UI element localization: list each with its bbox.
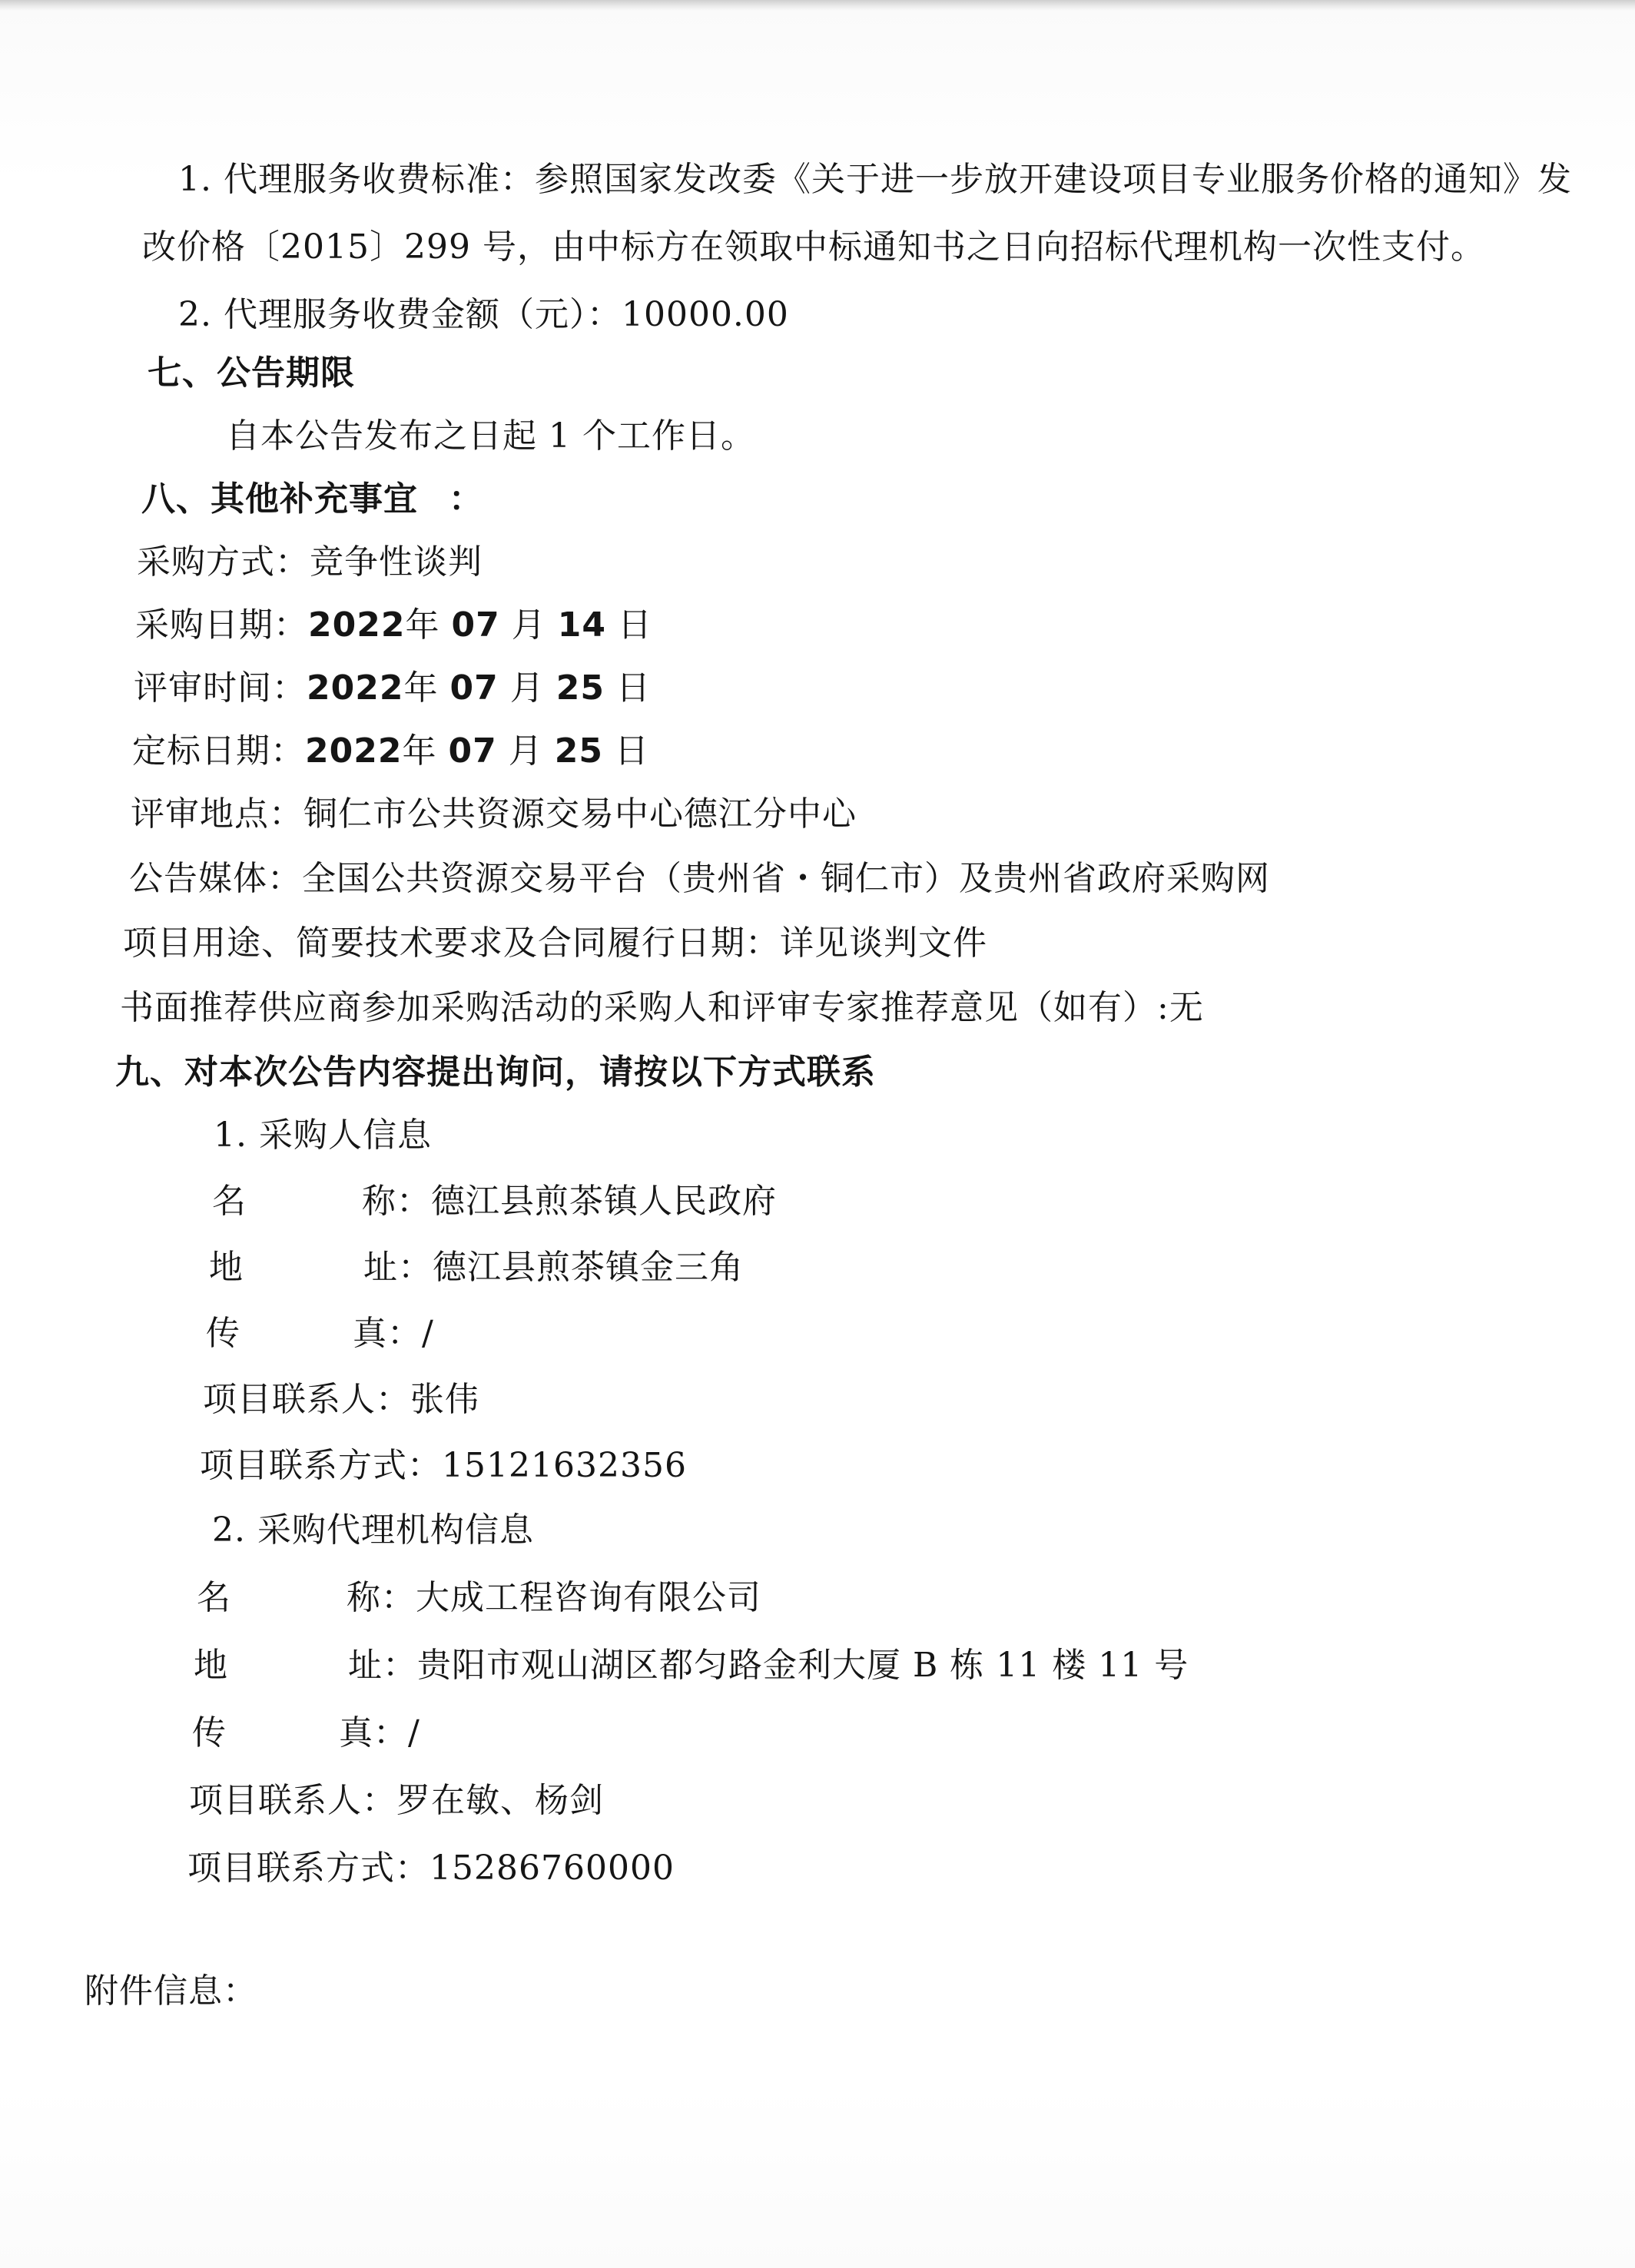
recommendation-opinion: 书面推荐供应商参加采购活动的采购人和评审专家推荐意见（如有）:无 [120,988,1204,1027]
review-time-day-char: 日 [615,668,651,708]
agency-name-label-a: 名 [197,1578,231,1617]
agency-phone-label: 项目联系方式： [187,1849,429,1888]
purchaser-address-value: 德江县煎茶镇金三角 [433,1248,744,1287]
purchaser-address [209,1245,744,1291]
purchase-date-label: 采购日期： [135,605,308,645]
agency-contact-value: 罗在敏、杨剑 [396,1781,604,1820]
review-time [134,665,651,711]
agency-address-value: 贵阳市观山湖区都匀路金利大厦 B 栋 11 楼 11 号 [417,1646,1189,1685]
purchaser-fax-value: / [422,1314,434,1353]
review-time-year-char: 年 [403,668,439,708]
purchase-date-year: 2022 [308,605,406,645]
purchaser-info-title: 1. 采购人信息 [214,1116,432,1155]
scan-edge-shadow [0,0,1635,11]
review-location: 评审地点：铜仁市公共资源交易中心德江分中心 [131,794,857,834]
purchaser-contact-value: 张伟 [410,1380,479,1419]
section-8-heading-colon: ： [449,479,483,519]
notice-media: 公告媒体：全国公共资源交易平台（贵州省・铜仁市）及贵州省政府采购网 [129,859,1270,898]
purchaser-name-label-b: 称： [362,1182,431,1221]
award-date-label: 定标日期： [132,731,305,771]
attachment-label: 附件信息： [85,1971,257,2011]
agency-info-title: 2. 采购代理机构信息 [212,1510,534,1550]
agency-fax [192,1710,420,1756]
purchaser-fax-label-a: 传 [206,1314,240,1353]
purchase-method [137,539,483,585]
award-date-year-char: 年 [402,731,437,771]
agency-name-value: 大成工程咨询有限公司 [416,1578,761,1617]
purchase-date [135,602,652,648]
purchaser-contact [203,1377,479,1423]
purchaser-phone [200,1443,687,1489]
agency-fax-label-a: 传 [192,1713,227,1752]
section-8-heading-text: 八、其他补充事宜 [141,479,418,519]
purchase-date-month-char: 月 [511,605,546,645]
purchase-method-label: 采购方式： [137,542,310,582]
purchaser-fax-label-b: 真： [353,1314,422,1353]
fee-amount: 2. 代理服务收费金额（元）：10000.00 [178,295,789,334]
review-time-month-char: 月 [509,668,545,708]
purchaser-phone-value: 15121632356 [442,1446,687,1485]
purchaser-fax [206,1311,434,1357]
purchaser-address-label-a: 地 [209,1248,244,1287]
purchaser-contact-label: 项目联系人： [203,1380,410,1419]
agency-address-label-b: 址： [348,1646,417,1685]
review-time-day: 25 [556,668,605,708]
agency-fax-value: / [408,1713,420,1752]
fee-standard-line1: 1. 代理服务收费标准：参照国家发改委《关于进一步放开建设项目专业服务价格的通知》发 [178,160,1572,199]
agency-fax-label-b: 真： [339,1713,408,1752]
agency-contact [189,1778,604,1824]
purchaser-address-label-b: 址： [363,1248,433,1287]
notice-period-text: 自本公告发布之日起 1 个工作日。 [226,416,755,456]
purchaser-name [212,1179,777,1225]
purchaser-phone-label: 项目联系方式： [200,1446,442,1485]
project-usage: 项目用途、简要技术要求及合同履行日期：详见谈判文件 [123,923,987,963]
purchase-method-value: 竞争性谈判 [310,542,483,582]
agency-name [197,1575,761,1621]
review-time-label: 评审时间： [134,668,307,708]
award-date [132,728,649,774]
purchase-date-month: 07 [451,605,500,645]
agency-contact-label: 项目联系人： [189,1781,396,1820]
award-date-year: 2022 [305,731,403,771]
purchase-date-day-char: 日 [617,605,652,645]
section-9-heading: 九、对本次公告内容提出询问，请按以下方式联系 [115,1053,876,1092]
award-date-day-char: 日 [614,731,649,771]
purchaser-name-label-a: 名 [212,1182,247,1221]
section-8-heading [141,476,483,522]
agency-phone-value: 15286760000 [429,1849,675,1888]
review-time-month: 07 [449,668,499,708]
agency-phone [187,1845,675,1892]
agency-name-label-b: 称： [347,1578,416,1617]
award-date-month-char: 月 [508,731,543,771]
section-7-heading: 七、公告期限 [148,353,355,393]
purchase-date-day: 14 [557,605,606,645]
review-time-year: 2022 [307,668,404,708]
fee-standard-line2: 改价格〔2015〕299 号，由中标方在领取中标通知书之日向招标代理机构一次性支付。 [142,227,1485,267]
agency-address-label-a: 地 [194,1646,228,1685]
purchase-date-year-char: 年 [405,605,440,645]
agency-address [194,1643,1189,1689]
purchaser-name-value: 德江县煎茶镇人民政府 [431,1182,777,1221]
award-date-day: 25 [554,731,603,771]
award-date-month: 07 [448,731,497,771]
